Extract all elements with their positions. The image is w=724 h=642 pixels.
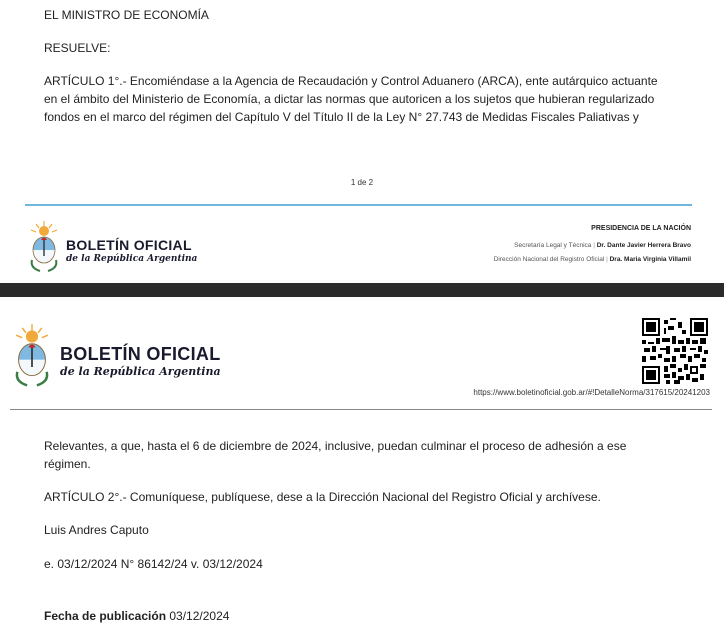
- secretaria-label: Secretaría Legal y Técnica: [514, 242, 592, 249]
- continuation-paragraph: [44, 437, 704, 473]
- direccion-label: Dirección Nacional del Registro Oficial: [493, 256, 605, 263]
- presidencia-text: PRESIDENCIA DE LA NACIÓN: [591, 225, 691, 232]
- document-page-2: [0, 297, 724, 642]
- signature-name: Luis Andres Caputo: [44, 523, 149, 537]
- footer-logo-title: BOLETÍN OFICIAL: [66, 237, 192, 253]
- presidencia-label: [591, 225, 691, 232]
- footer-logo-subtitle: de la República Argentina: [66, 254, 198, 264]
- secretaria-name: Dr. Dante Javier Herrera Bravo: [596, 242, 691, 249]
- publication-date-label: Fecha de publicación: [44, 609, 167, 623]
- page-separator: [0, 283, 724, 297]
- publication-date-value: 03/12/2024: [169, 609, 230, 623]
- national-coat-of-arms-icon: [28, 220, 60, 274]
- document-page-1: [0, 0, 724, 283]
- footer-divider: [25, 204, 692, 206]
- header-logo-title: BOLETÍN OFICIAL: [60, 344, 221, 364]
- resuelve-heading: RESUELVE:: [44, 41, 111, 55]
- article-1-line-3: fondos en el marco del régimen del Capítulo V del Título II de la Ley N° 27.743 de Medidas Fiscales Paliativas y: [44, 110, 639, 124]
- header-divider: [10, 409, 712, 410]
- header-logo: [12, 323, 242, 389]
- publication-reference: e. 03/12/2024 N° 86142/24 v. 03/12/2024: [44, 557, 263, 571]
- qr-code-icon[interactable]: [642, 318, 708, 384]
- article-1-line-2: en el ámbito del Ministerio de Economía, a dictar las normas que autoricen a los sujetos que hubieran regularizado: [44, 92, 655, 106]
- ministry-heading: EL MINISTRO DE ECONOMÍA: [44, 8, 209, 22]
- page-number: 1 de 2: [350, 178, 374, 187]
- article-2-paragraph: ARTÍCULO 2°.- Comuníquese, publíquese, dese a la Dirección Nacional del Registro Oficial y archívese.: [44, 490, 601, 504]
- direccion-name: Dra. Maria Virginia Villamil: [609, 256, 691, 263]
- article-1-line-1: ARTÍCULO 1°.- Encomiéndase a la Agencia de Recaudación y Control Aduanero (ARCA), ente autárquico actuante: [44, 74, 658, 88]
- national-coat-of-arms-icon: [12, 323, 52, 389]
- norma-url-link[interactable]: https://www.boletinoficial.gob.ar/#!DetalleNorma/317615/20241203: [473, 388, 710, 397]
- secretaria-credit: Secretaría Legal y Técnica | Dr. Dante Javier Herrera Bravo: [514, 242, 691, 249]
- continuation-line-2: régimen.: [44, 457, 91, 471]
- header-logo-subtitle: de la República Argentina: [60, 365, 221, 378]
- continuation-line-1: Relevantes, a que, hasta el 6 de diciembre de 2024, inclusive, puedan culminar el proceso de adhesión a ese: [44, 439, 627, 453]
- article-1-paragraph: [44, 72, 704, 126]
- footer-logo: [28, 220, 208, 274]
- direccion-credit: Dirección Nacional del Registro Oficial | Dra. Maria Virginia Villamil: [493, 256, 691, 263]
- publication-date: [44, 607, 229, 625]
